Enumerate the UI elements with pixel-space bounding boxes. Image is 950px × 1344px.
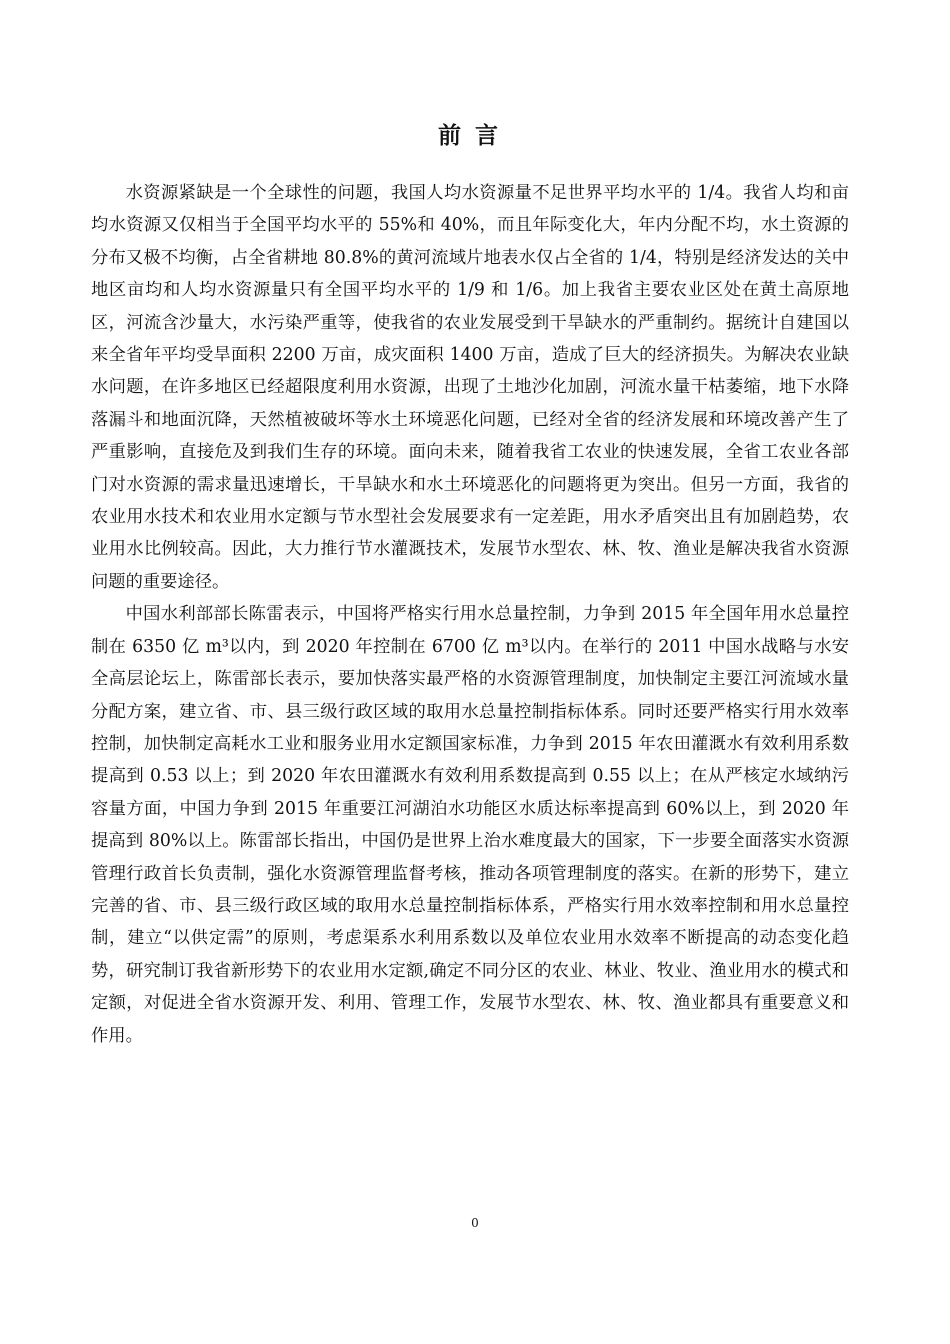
paragraph-2: 中国水利部部长陈雷表示，中国将严格实行用水总量控制，力争到 2015 年全国年用水总量控制在 6350 亿 m³以内，到 2020 年控制在 6700 亿 m³以内。在举行的 2011 中国水战略与水安全高层论坛上，陈雷部长表示，要加快落实最严格的水资源管理制度，加快制定主要江河流域水量分配方案，建立省、市、县三级行政区域的取用水总量控制指标体系。同时还要严格实行用水效率控制，加快制定高耗水工业和服务业用水定额国家标准，力争到 2015 年农田灌溉水有效利用系数提高到 0.53 以上；到 2020 年农田灌溉水有效利用系数提高到 0.55 以上；在从严核定水域纳污容量方面，中国力争到 2015 年重要江河湖泊水功能区水质达标率提高到 60%以上，到 2020 年提高到 80%以上。陈雷部长指出，中国仍是世界上治水难度最大的国家，下一步要全面落实水资源管理行政首长负责制，强化水资源管理监督考核，推动各项管理制度的落实。在新的形势下，建立完善的省、市、县三级行政区域的取用水总量控制指标体系，严格实行用水效率控制和用水总量控制，建立“以供定需”的原则，考虑渠系水利用系数以及单位农业用水效率不断提高的动态变化趋势，研究制订我省新形势下的农业用水定额,确定不同分区的农业、林业、牧业、渔业用水的模式和定额，对促进全省水资源开发、利用、管理工作，发展节水型农、林、牧、渔业都具有重要意义和作用。 <box>91 604 849 1046</box>
paragraph-1: 水资源紧缺是一个全球性的问题，我国人均水资源量不足世界平均水平的 1/4。我省人均和亩均水资源又仅相当于全国平均水平的 55%和 40%，而且年际变化大，年内分配不均，水土资源的分布又极不均衡，占全省耕地 80.8%的黄河流域片地表水仅占全省的 1/4，特别是经济发达的关中地区亩均和人均水资源量只有全国平均水平的 1/9 和 1/6。加上我省主要农业区处在黄土高原地区，河流含沙量大，水污染严重等，使我省的农业发展受到干旱缺水的严重制约。据统计自建国以来全省年平均受旱面积 2200 万亩，成灾面积 1400 万亩，造成了巨大的经济损失。为解决农业缺水问题，在许多地区已经超限度利用水资源，出现了土地沙化加剧，河流水量干枯萎缩，地下水降落漏斗和地面沉降，天然植被破坏等水土环境恶化问题，已经对全省的经济发展和环境改善产生了严重影响，直接危及到我们生存的环境。面向未来，随着我省工农业的快速发展，全省工农业各部门对水资源的需求量迅速增长，干旱缺水和水土环境恶化的问题将更为突出。但另一方面，我省的农业用水技术和农业用水定额与节水型社会发展要求有一定差距，用水矛盾突出且有加剧趋势，农业用水比例较高。因此，大力推行节水灌溉技术，发展节水型农、林、牧、渔业是解决我省水资源问题的重要途径。 <box>91 183 849 592</box>
page-title: 前言 <box>438 122 512 149</box>
body-text <box>91 177 849 1052</box>
page-number: 0 <box>471 1216 479 1230</box>
